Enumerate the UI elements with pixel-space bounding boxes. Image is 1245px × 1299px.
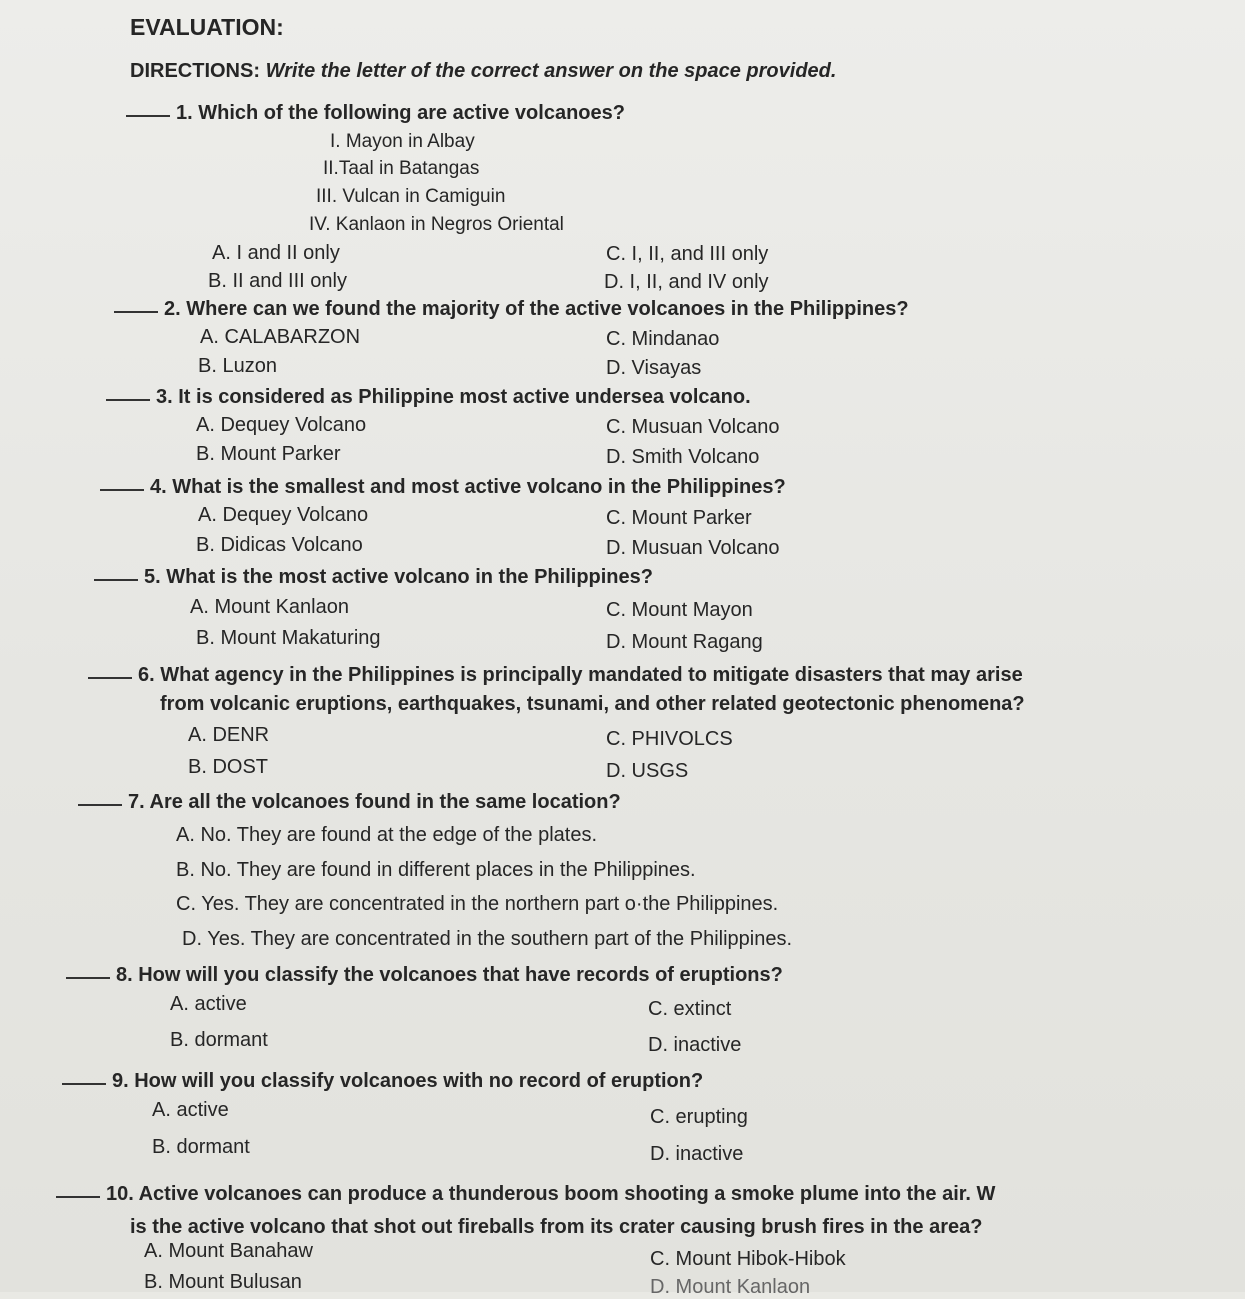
- option-a: A. Dequey Volcano: [198, 504, 369, 526]
- question-text: 2. Where can we found the majority of the active volcanoes in the Philippines?: [164, 298, 909, 320]
- option-c: C. PHIVOLCS: [606, 728, 733, 750]
- option-c: C. Musuan Volcano: [606, 416, 780, 438]
- option-b: B. DOST: [188, 756, 269, 778]
- option-a: A. active: [152, 1099, 229, 1121]
- answer-blank-3[interactable]: [106, 399, 150, 401]
- directions-label: DIRECTIONS:: [130, 60, 260, 82]
- option-b: B. Mount Makaturing: [196, 627, 381, 649]
- question-text: 9. How will you classify volcanoes with no record of eruption?: [112, 1070, 704, 1092]
- option-b: B. dormant: [152, 1136, 250, 1158]
- option-d: D. USGS: [606, 760, 689, 782]
- answer-blank-6[interactable]: [88, 677, 132, 679]
- question-text: 6. What agency in the Philippines is principally mandated to mitigate disasters that may arise: [138, 664, 1023, 686]
- answer-blank-4[interactable]: [100, 489, 144, 491]
- option-a: A. CALABARZON: [200, 326, 361, 348]
- option-c: C. Mount Mayon: [606, 599, 753, 621]
- option-d: D. Yes. They are concentrated in the southern part of the Philippines.: [182, 928, 793, 950]
- answer-blank-1[interactable]: [126, 115, 170, 117]
- option-c: C. erupting: [650, 1106, 748, 1128]
- option-a: A. Dequey Volcano: [196, 414, 367, 436]
- question-text: 10. Active volcanoes can produce a thunderous boom shooting a smoke plume into the air. W: [106, 1183, 996, 1205]
- answer-blank-7[interactable]: [78, 804, 122, 806]
- statement: IV. Kanlaon in Negros Oriental: [309, 214, 564, 235]
- question-7: [78, 791, 621, 814]
- answer-blank-9[interactable]: [62, 1083, 106, 1085]
- answer-blank-5[interactable]: [94, 579, 138, 581]
- option-a: A. Mount Banahaw: [144, 1240, 313, 1262]
- question-text-continued: from volcanic eruptions, earthquakes, tsunami, and other related geotectonic phenomena?: [160, 693, 1025, 715]
- option-a: A. active: [170, 993, 247, 1015]
- question-6: [88, 664, 1023, 687]
- option-b: B. Luzon: [198, 355, 277, 377]
- question-8: [66, 964, 783, 987]
- question-1: [126, 102, 625, 125]
- question-2: [114, 298, 909, 321]
- statement: III. Vulcan in Camiguin: [316, 186, 506, 207]
- question-text: 8. How will you classify the volcanoes that have records of eruptions?: [116, 964, 783, 986]
- option-b: B. No. They are found in different places in the Philippines.: [176, 859, 696, 881]
- option-c: C. extinct: [648, 998, 732, 1020]
- directions-text: Write the letter of the correct answer on the space provided.: [265, 60, 837, 82]
- option-a: A. I and II only: [212, 242, 340, 264]
- option-d: D. I, II, and IV only: [604, 271, 769, 293]
- question-text: 7. Are all the volcanoes found in the same location?: [128, 791, 621, 813]
- option-b: B. Didicas Volcano: [196, 534, 363, 556]
- option-d: D. Mount Ragang: [606, 631, 763, 653]
- question-5: [94, 566, 653, 589]
- option-d: D. inactive: [648, 1034, 742, 1056]
- option-c: C. Mount Hibok-Hibok: [650, 1248, 846, 1270]
- question-9: [62, 1070, 703, 1093]
- heading: EVALUATION:: [130, 14, 284, 40]
- question-text: 5. What is the most active volcano in the Philippines?: [144, 566, 653, 588]
- option-b: B. Mount Bulusan: [144, 1271, 302, 1293]
- question-3: [106, 386, 751, 409]
- answer-blank-10[interactable]: [56, 1196, 100, 1198]
- option-c: C. Mindanao: [606, 328, 720, 350]
- option-b: B. dormant: [170, 1029, 268, 1051]
- statement: I. Mayon in Albay: [330, 131, 475, 152]
- option-a: A. Mount Kanlaon: [190, 596, 349, 618]
- question-4: [100, 476, 786, 499]
- answer-blank-2[interactable]: [114, 311, 158, 313]
- option-c: C. I, II, and III only: [606, 243, 769, 265]
- question-text: 1. Which of the following are active volcanoes?: [176, 102, 625, 124]
- question-text: 3. It is considered as Philippine most active undersea volcano.: [156, 386, 751, 408]
- option-a: A. No. They are found at the edge of the plates.: [176, 824, 598, 846]
- option-b: B. Mount Parker: [196, 443, 341, 465]
- question-10: [56, 1183, 995, 1206]
- option-d: D. inactive: [650, 1143, 744, 1165]
- directions: [130, 60, 836, 83]
- option-b: B. II and III only: [208, 270, 347, 292]
- question-text: 4. What is the smallest and most active volcano in the Philippines?: [150, 476, 786, 498]
- option-d: D. Mount Kanlaon: [650, 1276, 811, 1298]
- question-text-continued: is the active volcano that shot out fireballs from its crater causing brush fires in the area?: [130, 1216, 983, 1238]
- option-c: C. Mount Parker: [606, 507, 752, 529]
- answer-blank-8[interactable]: [66, 977, 110, 979]
- option-d: D. Musuan Volcano: [606, 537, 780, 559]
- statement: II.Taal in Batangas: [323, 158, 480, 179]
- option-a: A. DENR: [188, 724, 270, 746]
- option-d: D. Smith Volcano: [606, 446, 760, 468]
- option-c: C. Yes. They are concentrated in the northern part o·the Philippines.: [176, 893, 779, 915]
- option-d: D. Visayas: [606, 357, 702, 379]
